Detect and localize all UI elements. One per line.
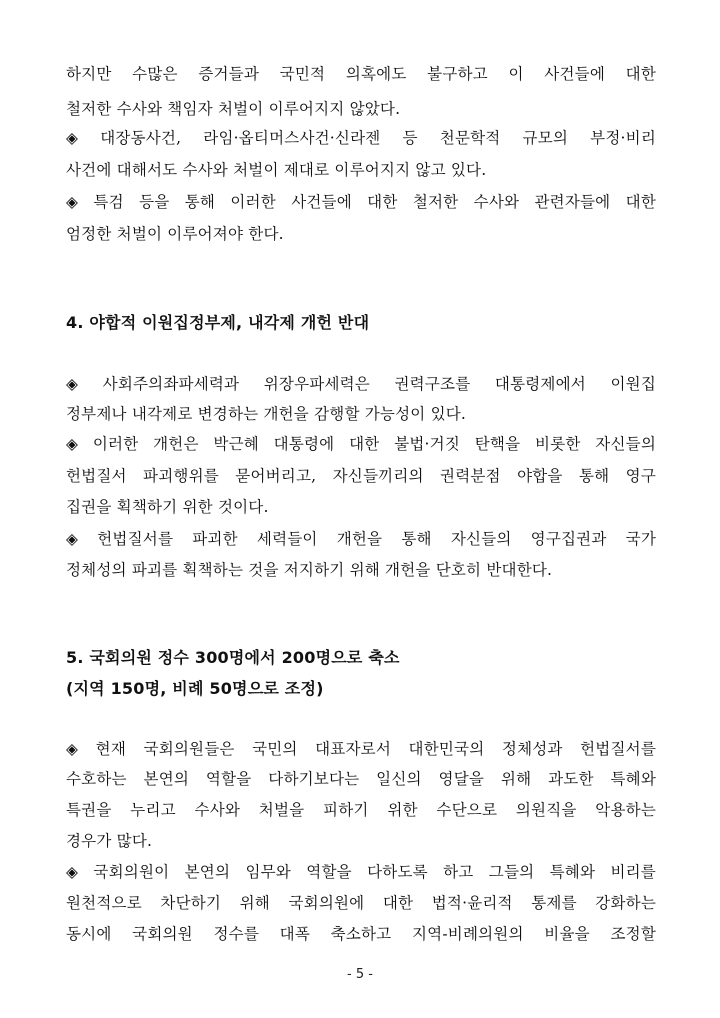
paragraph-line: 엄정한 처벌이 이루어져야 한다. bbox=[66, 225, 284, 243]
page-number: - 5 - bbox=[347, 967, 373, 982]
bullet-line: ◈ 헌법질서를 파괴한 세력들이 개헌을 통해 자신들의 영구집권과 국가 bbox=[66, 530, 656, 548]
section-heading-5: 5. 국회의원 정수 300명에서 200명으로 축소 bbox=[66, 648, 400, 667]
bullet-line: ◈ 사회주의좌파세력과 위장우파세력은 권력구조를 대통령제에서 이원집 bbox=[66, 375, 656, 393]
section-heading-4: 4. 야합적 이원집정부제, 내각제 개헌 반대 bbox=[66, 313, 370, 332]
paragraph-line: 동시에 국회의원 정수를 대폭 축소하고 지역-비례의원의 비율을 조정할 bbox=[66, 925, 656, 943]
paragraph-line: 특권을 누리고 수사와 처벌을 피하기 위한 수단으로 의원직을 악용하는 bbox=[66, 801, 656, 819]
paragraph-line: 집권을 획책하기 위한 것이다. bbox=[66, 498, 269, 516]
paragraph-line: 하지만 수많은 증거들과 국민적 의혹에도 불구하고 이 사건들에 대한 bbox=[66, 65, 656, 83]
paragraph-line: 경우가 많다. bbox=[66, 832, 153, 850]
paragraph-line: 사건에 대해서도 수사와 처벌이 제대로 이루어지지 않고 있다. bbox=[66, 161, 487, 179]
paragraph-line: 정체성의 파괴를 획책하는 것을 저지하기 위해 개헌을 단호히 반대한다. bbox=[66, 561, 553, 579]
bullet-line: ◈ 대장동사건, 라임·옵티머스사건·신라젠 등 천문학적 규모의 부정·비리 bbox=[66, 129, 656, 147]
bullet-line: ◈ 특검 등을 통해 이러한 사건들에 대한 철저한 수사와 관련자들에 대한 bbox=[66, 193, 656, 211]
bullet-line: ◈ 현재 국회의원들은 국민의 대표자로서 대한민국의 정체성과 헌법질서를 bbox=[66, 740, 656, 758]
section-subheading-5: (지역 150명, 비례 50명으로 조정) bbox=[66, 679, 324, 698]
paragraph-line: 수호하는 본연의 역할을 다하기보다는 일신의 영달을 위해 과도한 특혜와 bbox=[66, 770, 656, 788]
paragraph-line: 정부제나 내각제로 변경하는 개헌을 감행할 가능성이 있다. bbox=[66, 405, 467, 423]
paragraph-line: 헌법질서 파괴행위를 묻어버리고, 자신들끼리의 권력분점 야합을 통해 영구 bbox=[66, 467, 656, 485]
bullet-line: ◈ 국회의원이 본연의 임무와 역할을 다하도록 하고 그들의 특혜와 비리를 bbox=[66, 863, 656, 881]
bullet-line: ◈ 이러한 개헌은 박근혜 대통령에 대한 불법·거짓 탄핵을 비롯한 자신들의 bbox=[66, 435, 656, 453]
paragraph-line: 철저한 수사와 책임자 처벌이 이루어지지 않았다. bbox=[66, 100, 401, 118]
paragraph-line: 원천적으로 차단하기 위해 국회의원에 대한 법적·윤리적 통제를 강화하는 bbox=[66, 894, 656, 912]
